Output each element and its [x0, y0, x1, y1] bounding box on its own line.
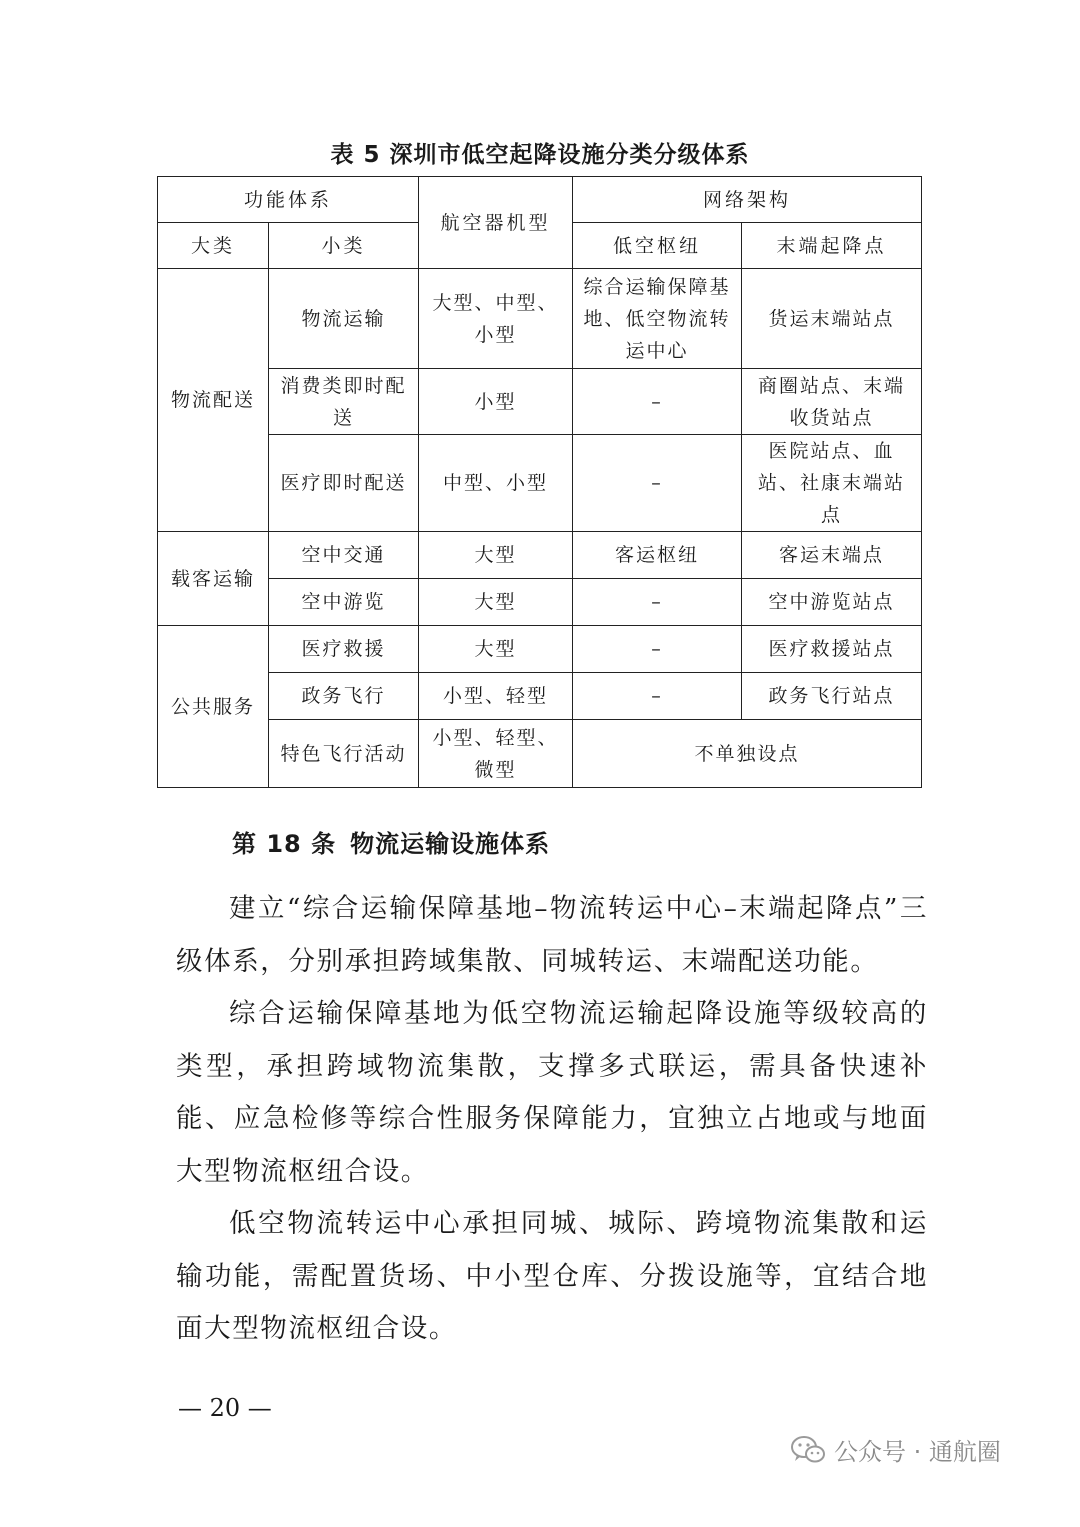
- hub-cell: –: [573, 579, 742, 626]
- terminal-cell: 空中游览站点: [742, 579, 922, 626]
- page-number: — 20 —: [178, 1394, 272, 1422]
- header-aircraft-type: 航空器机型: [419, 177, 573, 269]
- table-row: [158, 626, 922, 673]
- article-heading: [232, 824, 550, 859]
- major-category: 公共服务: [158, 626, 269, 788]
- header-network: 网络架构: [573, 177, 922, 223]
- aircraft-cell: 中型、小型: [419, 435, 573, 532]
- minor-category: 物流运输: [269, 269, 419, 369]
- table-row: [158, 532, 922, 579]
- terminal-cell: 商圈站点、末端收货站点: [742, 369, 922, 435]
- hub-cell: –: [573, 626, 742, 673]
- terminal-cell: 政务飞行站点: [742, 673, 922, 720]
- watermark: [790, 1432, 1001, 1467]
- header-minor: 小类: [269, 223, 419, 269]
- hub-cell: –: [573, 435, 742, 532]
- major-category: 物流配送: [158, 269, 269, 532]
- aircraft-cell: 小型: [419, 369, 573, 435]
- paragraph: 低空物流转运中心承担同城、城际、跨境物流集散和运输功能，需配置货场、中小型仓库、分拨设施等，宜结合地面大型物流枢纽合设。: [176, 1208, 928, 1344]
- aircraft-cell: 大型: [419, 626, 573, 673]
- hub-cell: –: [573, 369, 742, 435]
- paragraph: 综合运输保障基地为低空物流运输起降设施等级较高的类型，承担跨域物流集散，支撑多式联运，需具备快速补能、应急检修等综合性服务保障能力，宜独立占地或与地面大型物流枢纽合设。: [176, 998, 928, 1187]
- aircraft-cell: 大型: [419, 532, 573, 579]
- watermark-text: 公众号 · 通航圈: [834, 1438, 1001, 1466]
- article-number: 第 18 条: [232, 830, 337, 858]
- merged-network-cell: 不单独设点: [573, 720, 922, 788]
- table-row: [158, 369, 922, 435]
- minor-category: 医疗即时配送: [269, 435, 419, 532]
- table-caption: 表 5 深圳市低空起降设施分类分级体系: [330, 142, 750, 168]
- minor-category: 特色飞行活动: [269, 720, 419, 788]
- paragraph: 建立“综合运输保障基地–物流转运中心–末端起降点”三级体系，分别承担跨域集散、同城转运、末端配送功能。: [176, 893, 928, 977]
- header-major: 大类: [158, 223, 269, 269]
- header-hub: 低空枢纽: [573, 223, 742, 269]
- table-row: [158, 435, 922, 532]
- aircraft-cell: 大型、中型、小型: [419, 269, 573, 369]
- minor-category: 医疗救援: [269, 626, 419, 673]
- hub-cell: 综合运输保障基地、低空物流转运中心: [573, 269, 742, 369]
- terminal-cell: 医疗救援站点: [742, 626, 922, 673]
- minor-category: 空中交通: [269, 532, 419, 579]
- header-terminal: 末端起降点: [742, 223, 922, 269]
- aircraft-cell: 小型、轻型: [419, 673, 573, 720]
- terminal-cell: 医院站点、血站、社康末端站点: [742, 435, 922, 532]
- minor-category: 政务飞行: [269, 673, 419, 720]
- terminal-cell: 客运末端点: [742, 532, 922, 579]
- major-category: 载客运输: [158, 532, 269, 626]
- hub-cell: 客运枢纽: [573, 532, 742, 579]
- article-body: [176, 883, 928, 1356]
- terminal-cell: 货运末端站点: [742, 269, 922, 369]
- table-row: [158, 720, 922, 788]
- aircraft-cell: 大型: [419, 579, 573, 626]
- minor-category: 消费类即时配送: [269, 369, 419, 435]
- hub-cell: –: [573, 673, 742, 720]
- article-title: 物流运输设施体系: [350, 830, 551, 858]
- header-function-system: 功能体系: [158, 177, 419, 223]
- aircraft-cell: 小型、轻型、微型: [419, 720, 573, 788]
- minor-category: 空中游览: [269, 579, 419, 626]
- table-row: [158, 579, 922, 626]
- wechat-icon: [790, 1435, 826, 1465]
- table-row: [158, 269, 922, 369]
- table-row: [158, 673, 922, 720]
- classification-table: [157, 176, 922, 788]
